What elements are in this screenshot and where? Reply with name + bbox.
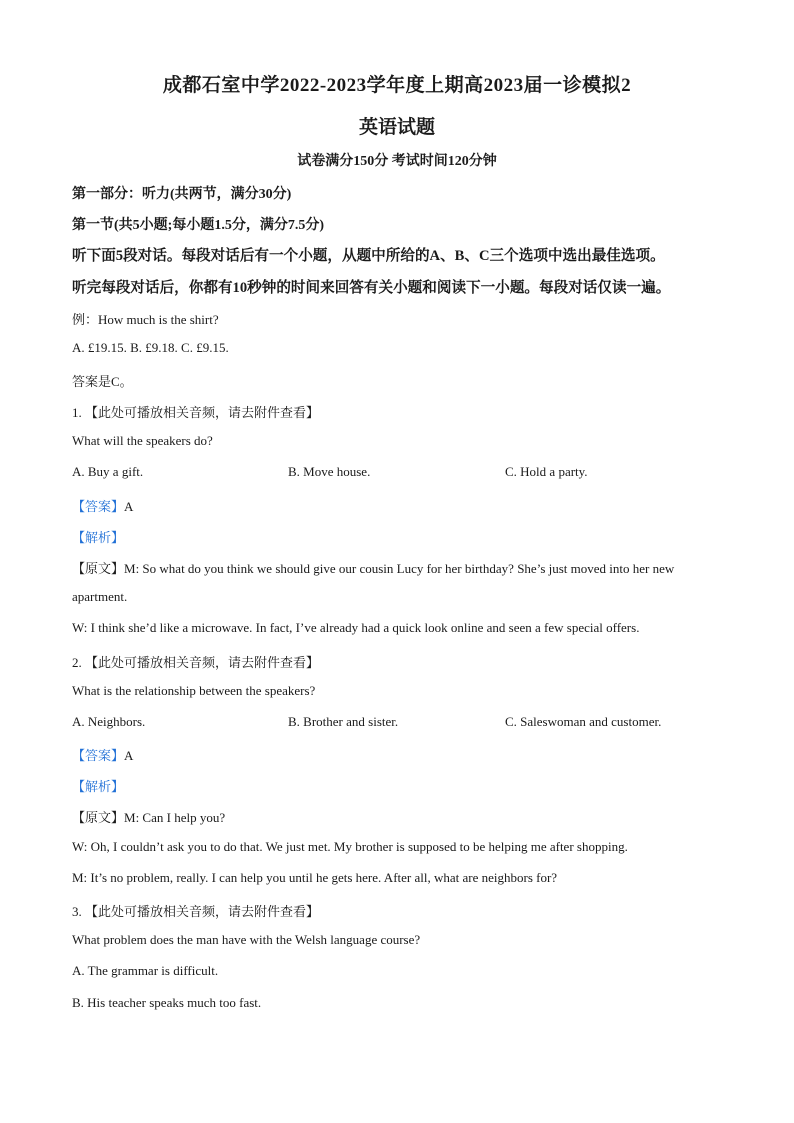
instruction-line-2: 听完每段对话后，你都有10秒钟的时间来回答有关小题和阅读下一小题。每段对话仅读一遍。 — [72, 280, 671, 296]
q2-question: What is the relationship between the speakers? — [72, 683, 316, 698]
q2-original-3: M: It’s no problem, really. I can help you until he gets here. After all, what are neighbors for? — [72, 870, 558, 885]
q2-orig-text-1: M: Can I help you? — [124, 810, 226, 825]
section1-heading: 第一节(共5小题;每小题1.5分，满分7.5分) — [72, 218, 324, 233]
q2-analysis-tag: 【解析】 — [72, 779, 125, 794]
q1-orig-text-1: M: So what do you think we should give our cousin Lucy for her birthday? She’s just moved into her new — [124, 561, 675, 576]
q2-option-b: B. Brother and sister. — [288, 714, 399, 729]
q1-original-2: apartment. — [72, 589, 128, 604]
subject-title: 英语试题 — [358, 117, 435, 138]
q1-original-3: W: I think she’d like a microwave. In fact, I’ve already had a quick look online and seen a few special offers. — [72, 620, 640, 635]
q2-original-2: W: Oh, I couldn’t ask you to do that. We just met. My brother is supposed to be helping me after shopping. — [72, 839, 628, 854]
instruction-line-1: 听下面5段对话。每段对话后有一个小题，从题中所给的A、B、C三个选项中选出最佳选项。 — [72, 248, 665, 264]
q2-answer-tag: 【答案】 — [72, 748, 125, 763]
q1-original-1 — [72, 558, 674, 577]
exam-info: 试卷满分150分 考试时间120分钟 — [297, 154, 497, 169]
q1-answer-tag: 【答案】 — [72, 499, 125, 514]
q1-orig-tag: 【原文】 — [72, 561, 125, 576]
q1-answer — [72, 496, 133, 515]
example-question: 例：How much is the shirt? — [72, 312, 219, 327]
q3-audio-line: 3. 【此处可播放相关音频，请去附件查看】 — [72, 904, 320, 919]
q3-question: What problem does the man have with the Welsh language course? — [72, 932, 421, 947]
q3-option-a: A. The grammar is difficult. — [72, 963, 219, 978]
q1-option-c: C. Hold a party. — [505, 464, 588, 479]
q2-option-a: A. Neighbors. — [72, 714, 146, 729]
q1-audio-line: 1. 【此处可播放相关音频，请去附件查看】 — [72, 405, 320, 420]
q2-answer — [72, 745, 133, 764]
q2-orig-tag: 【原文】 — [72, 810, 125, 825]
q1-question: What will the speakers do? — [72, 433, 213, 448]
q2-option-c: C. Saleswoman and customer. — [505, 714, 662, 729]
q3-option-b: B. His teacher speaks much too fast. — [72, 995, 262, 1010]
q1-option-a: A. Buy a gift. — [72, 464, 144, 479]
q1-analysis-tag: 【解析】 — [72, 530, 125, 545]
example-options: A. £19.15. B. £9.18. C. £9.15. — [72, 340, 229, 355]
part1-heading: 第一部分：听力(共两节，满分30分) — [72, 187, 292, 202]
q2-audio-line: 2. 【此处可播放相关音频，请去附件查看】 — [72, 655, 320, 670]
exam-title: 成都石室中学2022-2023学年度上期高2023届一诊模拟2 — [162, 75, 632, 96]
example-answer: 答案是C。 — [72, 374, 133, 389]
q1-answer-value: A — [124, 499, 134, 514]
q2-original-1 — [72, 807, 225, 826]
q2-answer-value: A — [124, 748, 134, 763]
q1-option-b: B. Move house. — [288, 464, 371, 479]
